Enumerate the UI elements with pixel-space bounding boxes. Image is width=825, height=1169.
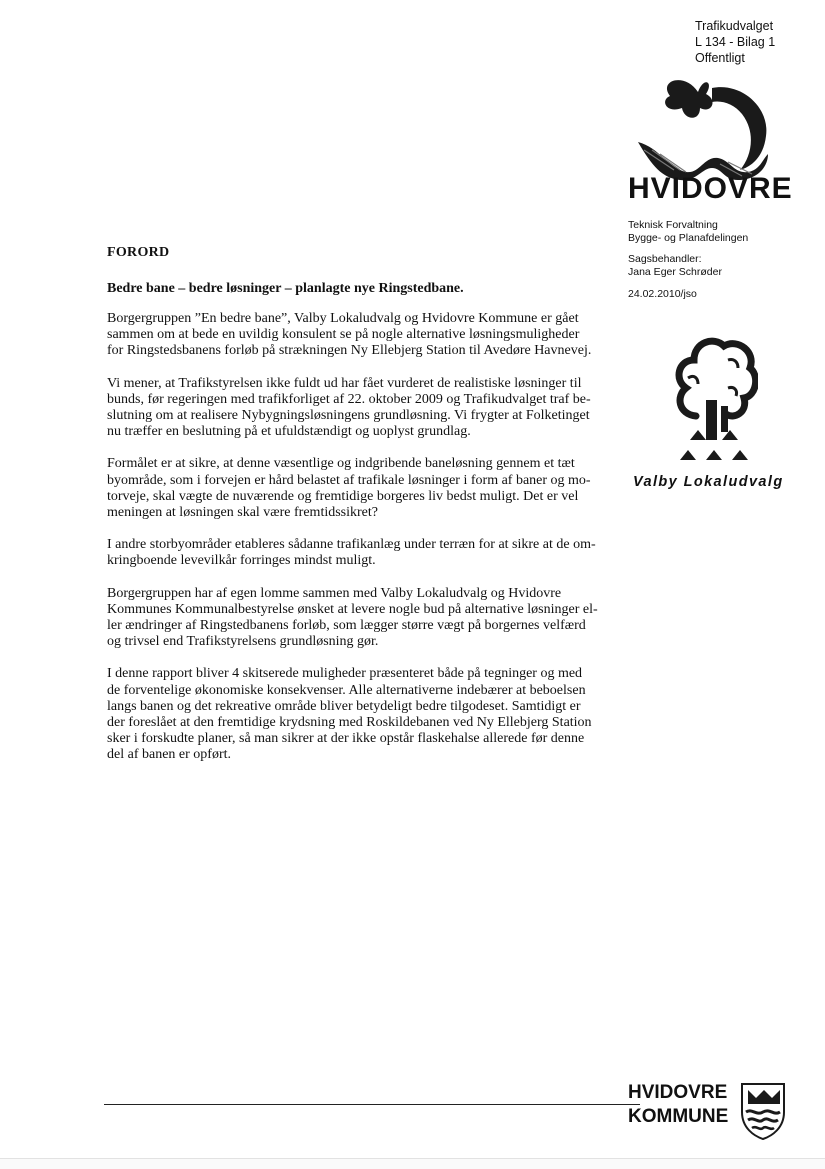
text-line: langs banen og det rekreative område bliver betydeligt bedre tilgodeset. Samtidigt er [107,698,581,714]
case-officer-label: Sagsbehandler: [628,253,702,265]
text-line: slutning om at realisere Nybygningsløsningens grundløsning. Vi frygter at Folketinget [107,408,590,424]
journal-stamp [695,18,775,66]
paragraph-5 [107,586,627,651]
paragraph-4 [107,537,627,569]
tree-logo-icon [668,330,758,462]
hvidovre-wordmark: HVIDOVRE [628,172,793,205]
text-line: Vi mener, at Trafikstyrelsen ikke fuldt ud har fået vurderet de realistiske løsninger til [107,375,582,391]
text-line: sker i forskudte planer, så man sikrer at der ikke opstår flaskehalse allerede før denne [107,731,585,747]
sender-block [628,219,748,301]
document-heading: FORORD [107,245,170,260]
hvidovre-coat-of-arms-icon [740,1082,786,1140]
stamp-committee: Trafikudvalget [695,19,774,33]
case-officer-name: Jana Eger Schrøder [628,265,722,278]
text-line: der foreslået at den fremtidige krydsning med Roskildebanen ved Ny Ellebjerg Station [107,715,592,731]
body-text [107,311,627,780]
scan-edge [0,1158,825,1169]
footer-divider [104,1104,640,1105]
text-line: og trivsel end Trafikstyrelsens grundløsning gør. [107,634,379,650]
text-line: kringboende levevilkår forringes mindst muligt. [107,553,376,569]
footer-line-1: HVIDOVRE [628,1082,728,1103]
text-line: sammen om at bede en uvildig konsulent se på nogle alternative løsningsmuligheder [107,327,580,343]
text-line: de forventelige økonomiske konsekvenser. Alle alternativerne indebærer at beboelsen [107,682,586,698]
paragraph-1 [107,311,627,360]
stamp-reference: L 134 - Bilag 1 [695,35,776,49]
text-line: torveje, skal vægte de nuværende og fremtidige borgeres liv bedst muligt. Det er vel [107,488,579,504]
text-line: Borgergruppen ”En bedre bane”, Valby Lokaludvalg og Hvidovre Kommune er gået [107,311,579,326]
text-line: byområde, som i forvejen er hård belastet af trafikale løsninger i form af baner og mo- [107,472,591,488]
text-line: del af banen er opført. [107,747,231,763]
department: Teknisk Forvaltning [628,219,718,231]
paragraph-3 [107,456,627,521]
text-line: Kommunes Kommunalbestyrelse ønsket at levere nogle bud på alternative løsninger el- [107,601,598,617]
stamp-status: Offentligt [695,51,745,65]
text-line: I andre storbyområder etableres sådanne trafikanlæg under terræn for at sikre at de om- [107,537,596,553]
division: Bygge- og Planafdelingen [628,231,749,244]
footer-line-2: KOMMUNE [628,1106,729,1127]
valby-lokaludvalg-wordmark: Valby Lokaludvalg [633,474,784,490]
text-line: bunds, før regeringen med trafikforliget af 22. oktober 2009 og Trafikudvalget traf be- [107,391,591,407]
document-subheading: Bedre bane – bedre løsninger – planlagte nye Ringstedbane. [107,281,464,296]
text-line: nu træffer en beslutning på et ufuldstændigt og uoplyst grundlag. [107,424,471,440]
paragraph-2 [107,376,627,441]
text-line: meningen at løsningen skal være fremtidssikret? [107,505,378,521]
footer-municipality-name [628,1081,728,1129]
text-line: Formålet er at sikre, at denne væsentlige og indgribende baneløsning gennem et tæt [107,456,575,472]
text-line: I denne rapport bliver 4 skitserede muligheder præsenteret både på tegninger og med [107,666,583,682]
text-line: for Ringstedsbanens forløb på strækningen Ny Ellebjerg Station til Avedøre Havnevej. [107,343,592,359]
paragraph-6 [107,666,627,763]
text-line: Borgergruppen har af egen lomme sammen med Valby Lokaludvalg og Hvidovre [107,585,562,601]
date-reference: 24.02.2010/jso [628,288,697,300]
text-line: ler ændringer af Ringstedbanens forløb, som lægger større vægt på borgernes velfærd [107,618,586,634]
